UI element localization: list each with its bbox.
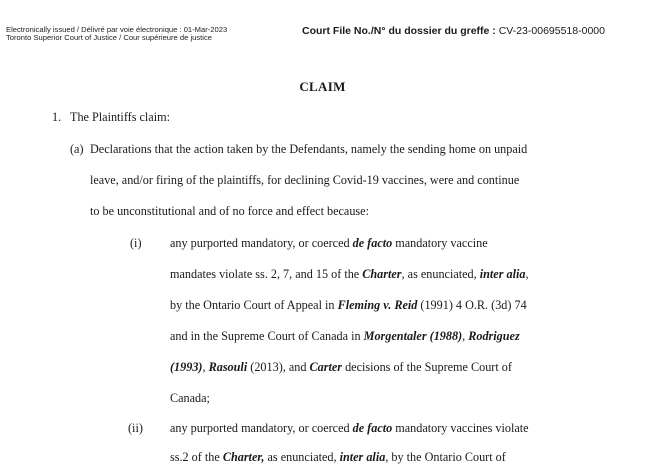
text-run: (1991) 4 O.R. (3d) 74 bbox=[417, 298, 527, 312]
subclause-i-line-3 bbox=[170, 298, 527, 313]
charter-reference: Charter bbox=[362, 267, 402, 281]
text-run: , bbox=[525, 267, 529, 281]
case-name: Rodriguez bbox=[468, 329, 520, 343]
case-name: Morgentaler (1988) bbox=[363, 329, 463, 343]
court-file-number bbox=[302, 25, 605, 37]
subclause-i-label: (i) bbox=[130, 236, 142, 250]
text-run: , by the Ontario Court of bbox=[385, 450, 506, 464]
text-run: any purported mandatory, or coerced bbox=[170, 421, 353, 435]
latin-term: inter alia bbox=[479, 267, 526, 281]
e-filing-stamp bbox=[6, 26, 227, 42]
latin-term: inter alia bbox=[339, 450, 386, 464]
text-run: and in the Supreme Court of Canada in bbox=[170, 329, 364, 343]
text-run: , bbox=[462, 329, 469, 343]
text-run: (2013), and bbox=[247, 360, 310, 374]
subclause-i-line-5 bbox=[170, 360, 512, 375]
text-run: , as enunciated, bbox=[401, 267, 480, 281]
clause-a-label: (a) bbox=[70, 142, 84, 156]
subclause-i-line-4 bbox=[170, 329, 520, 344]
text-run: mandatory vaccine bbox=[392, 236, 488, 250]
text-run: ss.2 of the bbox=[170, 450, 223, 464]
latin-term: de facto bbox=[352, 421, 393, 435]
text-run: , bbox=[202, 360, 209, 374]
case-name: Rasouli bbox=[208, 360, 248, 374]
subclause-ii-line-2 bbox=[170, 450, 506, 465]
text-run: as enunciated, bbox=[264, 450, 340, 464]
subclause-i-line-1 bbox=[170, 236, 488, 251]
case-name: Fleming v. Reid bbox=[337, 298, 418, 312]
stamp-court-line: Toronto Superior Court of Justice / Cour supérieure de justice bbox=[6, 33, 212, 42]
text-run: by the Ontario Court of Appeal in bbox=[170, 298, 338, 312]
subclause-ii-label: (ii) bbox=[128, 421, 143, 435]
document-title: CLAIM bbox=[299, 79, 346, 94]
text-run: any purported mandatory, or coerced bbox=[170, 236, 353, 250]
subclause-i-line-6: Canada; bbox=[170, 391, 210, 405]
charter-reference: Charter, bbox=[222, 450, 265, 464]
file-number-label: Court File No./N° du dossier du greffe : bbox=[302, 25, 496, 37]
paragraph-1-number: 1. bbox=[52, 110, 62, 124]
text-run: mandatory vaccines violate bbox=[392, 421, 529, 435]
case-year: (1993) bbox=[170, 360, 203, 374]
paragraph-1-text: The Plaintiffs claim: bbox=[70, 110, 170, 124]
text-run: decisions of the Supreme Court of bbox=[342, 360, 512, 374]
stamp-issued-line: Electronically issued / Délivré par voie électronique : 01-Mar-2023 bbox=[6, 25, 228, 34]
case-name: Carter bbox=[309, 360, 343, 374]
subclause-i-line-2 bbox=[170, 267, 529, 282]
text-run: mandates violate ss. 2, 7, and 15 of the bbox=[170, 267, 363, 281]
clause-a-line-2: leave, and/or firing of the plaintiffs, for declining Covid-19 vaccines, were and continue bbox=[90, 173, 520, 187]
clause-a-line-3: to be unconstitutional and of no force and effect because: bbox=[90, 204, 369, 218]
subclause-ii-line-1 bbox=[170, 421, 529, 436]
file-number-value: CV-23-00695518-0000 bbox=[498, 25, 605, 37]
clause-a-line-1: Declarations that the action taken by the Defendants, namely the sending home on unpaid bbox=[90, 142, 528, 156]
latin-term: de facto bbox=[352, 236, 393, 250]
